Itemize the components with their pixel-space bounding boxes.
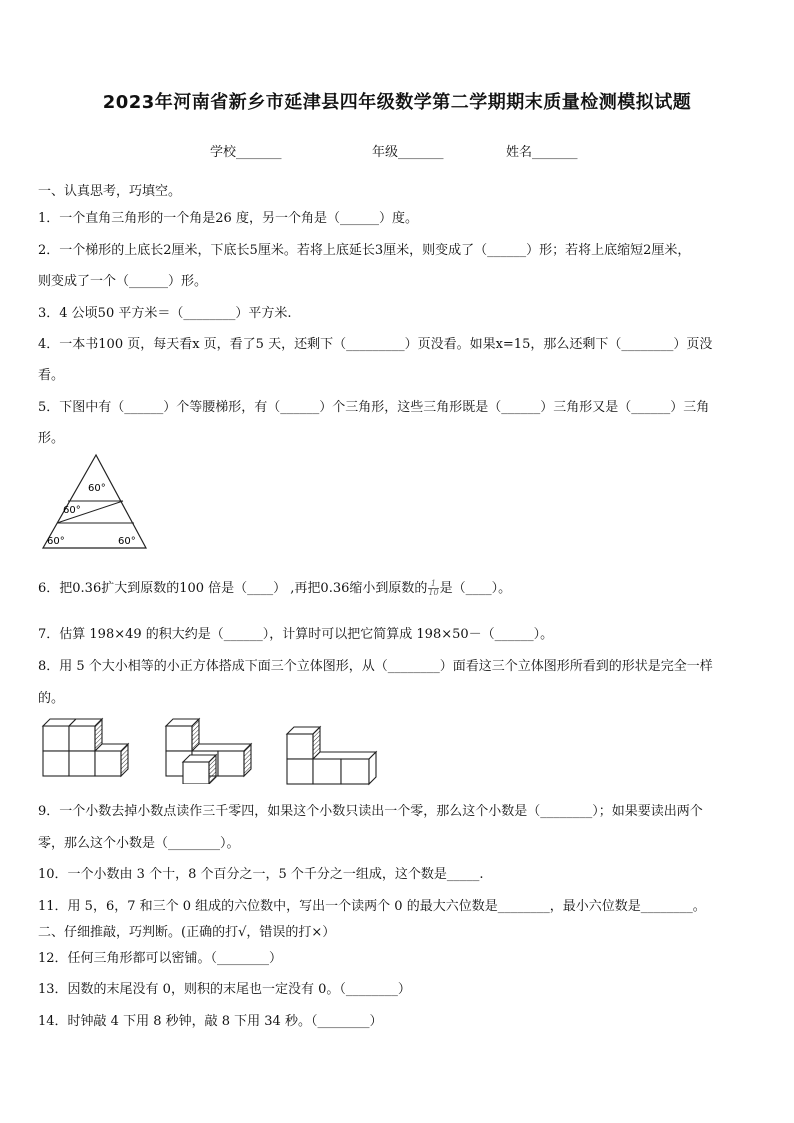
angle-label-2: 60° xyxy=(63,505,81,516)
question-1: 1．一个直角三角形的一个角是26 度，另一个角是（______）度。 xyxy=(38,211,418,226)
question-2-line-2: 则变成了一个（______）形。 xyxy=(38,274,208,289)
question-10: 10．一个小数由 3 个十，8 个百分之一，5 个千分之一组成，这个数是_____. xyxy=(38,867,484,882)
question-3: 3．4 公顷50 平方米＝（________）平方米. xyxy=(38,306,292,321)
question-8-line-2: 的。 xyxy=(38,691,65,706)
fraction-numerator: 1 xyxy=(428,580,438,589)
question-11: 11．用 5，6，7 和三个 0 组成的六位数中，写出一个读两个 0 的最大六位数是________，最小六位数是________。 xyxy=(38,899,706,914)
question-13: 13．因数的末尾没有 0，则积的末尾也一定没有 0。（________） xyxy=(38,982,411,997)
question-12: 12．任何三角形都可以密铺。（________） xyxy=(38,951,283,966)
question-6-after: 是（____）。 xyxy=(439,581,512,596)
page-title: 2023年河南省新乡市延津县四年级数学第二学期期末质量检测模拟试题 xyxy=(102,92,692,113)
question-6 xyxy=(38,577,762,597)
question-7: 7．估算 198×49 的积大约是（______），计算时可以把它简算成 198×50－（______）。 xyxy=(38,627,554,642)
question-4-line-1: 4．一本书100 页，每天看x 页，看了5 天，还剩下（_________）页没看。如果x=15，那么还剩下（________）页没 xyxy=(38,337,713,352)
cube-figure-1 xyxy=(40,714,130,788)
question-2-line-1: 2．一个梯形的上底长2厘米，下底长5厘米。若将上底延长3厘米，则变成了（______）形；若将上底缩短2厘米， xyxy=(38,243,691,258)
question-5-line-2: 形。 xyxy=(38,431,65,446)
question-9-line-2: 零，那么这个小数是（________）。 xyxy=(38,836,240,851)
angle-label-4: 60° xyxy=(118,536,136,547)
question-4-line-2: 看。 xyxy=(38,368,65,383)
question-14: 14．时钟敲 4 下用 8 秒钟，敲 8 下用 34 秒。（________） xyxy=(38,1014,383,1029)
section-heading-judge: 二、仔细推敲，巧判断。(正确的打√，错误的打×） xyxy=(38,925,336,940)
question-6-before: 6．把0.36扩大到原数的100 倍是（____） ,再把0.36缩小到原数的 xyxy=(38,581,428,596)
question-9-line-1: 9．一个小数去掉小数点读作三千零四，如果这个小数只读出一个零，那么这个小数是（________）；如果要读出两个 xyxy=(38,804,703,819)
grade-field: 年级_______ xyxy=(372,145,444,160)
angle-label-1: 60° xyxy=(88,483,106,494)
fraction-denominator: 10 xyxy=(428,588,439,597)
cube-figure-3 xyxy=(284,724,384,790)
angle-label-3: 60° xyxy=(47,536,65,547)
cube-figure-2 xyxy=(163,714,253,788)
triangle-figure xyxy=(38,452,150,556)
question-5-line-1: 5．下图中有（______）个等腰梯形，有（______）个三角形，这些三角形既是（______）三角形又是（______）三角 xyxy=(38,400,710,415)
section-heading-fill-in: 一、认真思考，巧填空。 xyxy=(38,184,182,199)
fraction-one-tenth xyxy=(428,580,438,597)
school-field: 学校_______ xyxy=(210,145,282,160)
question-8-line-1: 8．用 5 个大小相等的小正方体搭成下面三个立体图形，从（________）面看这三个立体图形所看到的形状是完全一样 xyxy=(38,659,713,674)
name-field: 姓名_______ xyxy=(506,145,578,160)
